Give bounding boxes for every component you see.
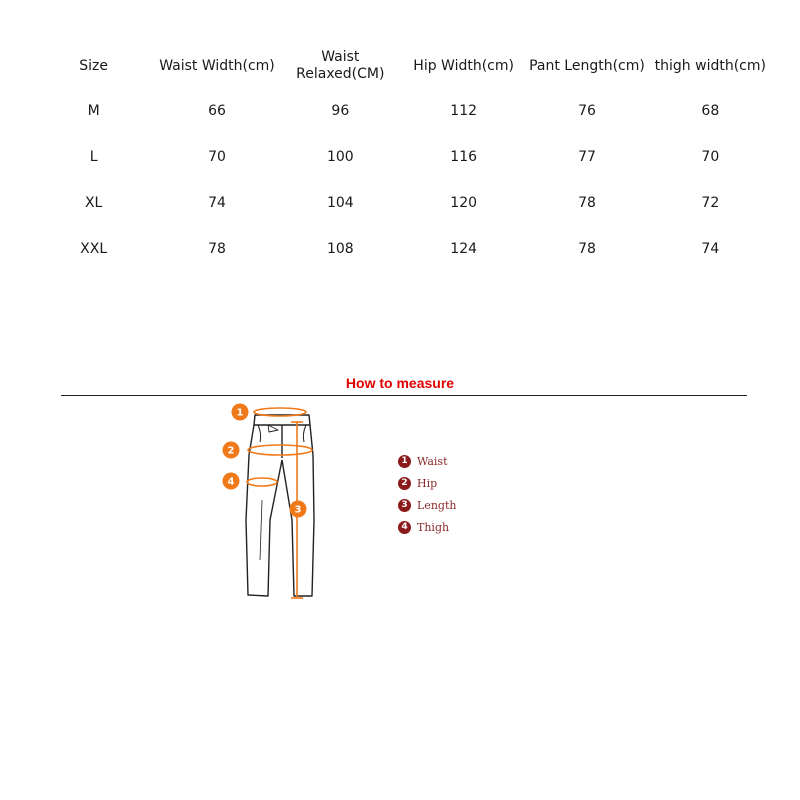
table-cell: M: [87, 102, 100, 119]
header-size: Size: [79, 57, 109, 74]
table-cell: 100: [326, 148, 354, 165]
table-cell: 108: [326, 240, 354, 257]
table-cell: 76: [578, 102, 596, 119]
pants-measurement-diagram: [218, 400, 328, 605]
thigh-guide: [247, 478, 277, 486]
header-hip-width: Hip Width(cm): [413, 57, 514, 74]
table-header-row: [32, 44, 772, 88]
table-cell: 120: [450, 194, 478, 211]
table-cell: XXL: [80, 240, 108, 257]
header-pant-length: Pant Length(cm): [529, 57, 645, 74]
legend-item-waist: [398, 450, 456, 472]
table-cell: 68: [701, 102, 720, 119]
table-cell: L: [89, 148, 98, 165]
legend-item-hip: [398, 472, 456, 494]
legend-item-thigh: [398, 516, 456, 538]
table-cell: 96: [331, 102, 350, 119]
table-cell: 77: [578, 148, 596, 165]
header-waist-relaxed: Waist Relaxed(CM): [296, 49, 385, 82]
table-cell: 74: [701, 240, 720, 257]
table-cell: 70: [701, 148, 720, 165]
table-cell: 72: [701, 194, 720, 211]
table-cell: 74: [208, 194, 226, 211]
how-to-measure-title: How to measure: [345, 375, 455, 391]
svg-text:2: 2: [227, 445, 235, 457]
table-cell: 124: [450, 240, 478, 257]
marker-2: [223, 442, 240, 459]
marker-3: [290, 501, 307, 518]
table-cell: 116: [450, 148, 478, 165]
hip-guide: [248, 445, 312, 455]
table-cell: 66: [208, 102, 226, 119]
legend-label: Waist: [417, 454, 448, 468]
header-waist-width: Waist Width(cm): [159, 57, 275, 74]
table-cell: 78: [578, 240, 596, 257]
legend-item-length: [398, 494, 456, 516]
svg-text:1: 1: [236, 407, 244, 419]
table-row: [32, 180, 772, 226]
table-cell: 78: [208, 240, 226, 257]
table-cell: 104: [326, 194, 354, 211]
table-cell: XL: [84, 194, 103, 211]
measurement-legend: [398, 450, 456, 538]
table-row: [32, 226, 772, 272]
marker-1: [232, 404, 249, 421]
svg-text:4: 4: [227, 476, 235, 488]
table-cell: 78: [578, 194, 596, 211]
section-divider: [61, 395, 747, 396]
table-cell: 70: [208, 148, 226, 165]
legend-number-badge: 3: [398, 499, 411, 512]
size-chart-table: [32, 44, 772, 272]
legend-number-badge: 1: [398, 455, 411, 468]
marker-4: [223, 473, 240, 490]
table-cell: 112: [450, 102, 478, 119]
legend-label: Thigh: [417, 520, 450, 534]
legend-number-badge: 2: [398, 477, 411, 490]
legend-label: Hip: [417, 476, 438, 490]
svg-text:3: 3: [294, 504, 302, 516]
legend-label: Length: [417, 498, 457, 512]
legend-number-badge: 4: [398, 521, 411, 534]
table-row: [32, 134, 772, 180]
header-thigh-width: thigh width(cm): [654, 57, 766, 74]
table-row: [32, 88, 772, 134]
